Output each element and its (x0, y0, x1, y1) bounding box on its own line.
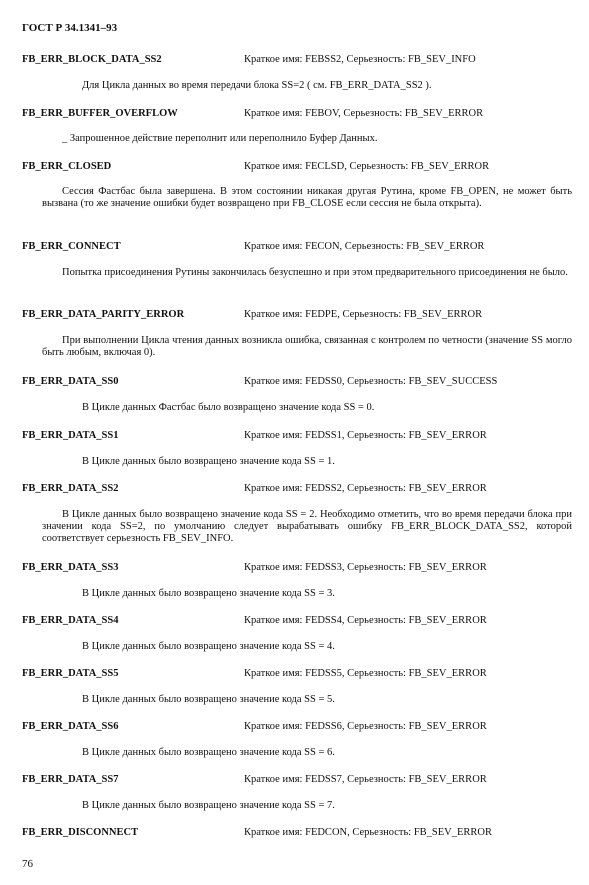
error-code-name: FB_ERR_DATA_SS6 (22, 721, 119, 732)
error-code-name: FB_ERR_CONNECT (22, 241, 121, 252)
error-short-info: Краткое имя: FEDSS3, Серьезность: FB_SEV_ERROR (244, 562, 487, 573)
error-code-name: FB_ERR_DATA_SS1 (22, 430, 119, 441)
document-header: ГОСТ Р 34.1341–93 (22, 22, 118, 34)
error-code-name: FB_ERR_DATA_PARITY_ERROR (22, 309, 185, 320)
error-short-info: Краткое имя: FEDSS4, Серьезность: FB_SEV_ERROR (244, 615, 487, 626)
error-code-name: FB_ERR_BLOCK_DATA_SS2 (22, 54, 162, 65)
error-code-name: FB_ERR_DISCONNECT (22, 827, 139, 838)
error-description: В Цикле данных было возвращено значение кода SS = 3. (82, 588, 335, 599)
error-description: Сессия Фастбас была завершена. В этом состоянии никакая другая Рутина, кроме FB_OPEN, не может быть вызвана (то же значение ошибки будет возвращено при FB_CLOSE если сессия не была открыта). (42, 186, 572, 209)
error-code-name: FB_ERR_DATA_SS2 (22, 483, 119, 494)
error-code-name: FB_ERR_DATA_SS7 (22, 774, 119, 785)
error-description: В Цикле данных было возвращено значение кода SS = 2. Необходимо отметить, что во время передачи блока при значении кода SS=2, по умолчанию следует вырабатывать ошибку FB_ERR_BLOCK_DATA_SS2, которой соответствует серьезность FB_SEV_INFO. (42, 509, 572, 544)
error-description: В Цикле данных было возвращено значение кода SS = 5. (82, 694, 335, 705)
error-short-info: Краткое имя: FEDCON, Серьезность: FB_SEV_ERROR (244, 827, 493, 838)
error-short-info: Краткое имя: FEDSS2, Серьезность: FB_SEV_ERROR (244, 483, 487, 494)
error-short-info: Краткое имя: FECON, Серьезность: FB_SEV_ERROR (244, 241, 485, 252)
error-code-name: FB_ERR_DATA_SS4 (22, 615, 119, 626)
error-short-info: Краткое имя: FECLSD, Серьезность: FB_SEV_ERROR (244, 161, 490, 172)
error-short-info: Краткое имя: FEDSS0, Серьезность: FB_SEV_SUCCESS (244, 376, 498, 387)
error-code-name: FB_ERR_DATA_SS3 (22, 562, 119, 573)
error-short-info: Краткое имя: FEDSS5, Серьезность: FB_SEV_ERROR (244, 668, 487, 679)
error-description: При выполнении Цикла чтения данных возникла ошибка, связанная с контролем по четности (значение SS могло быть любым, включая 0). (42, 335, 572, 358)
error-description: В Цикле данных было возвращено значение кода SS = 1. (82, 456, 335, 467)
error-code-name: FB_ERR_CLOSED (22, 161, 112, 172)
error-description: Попытка присоединения Рутины закончилась безуспешно и при этом предварительного присоединения не было. (62, 267, 568, 278)
error-short-info: Краткое имя: FEBSS2, Серьезность: FB_SEV_INFO (244, 54, 476, 65)
error-description: В Цикле данных было возвращено значение кода SS = 6. (82, 747, 335, 758)
error-description: В Цикле данных Фастбас было возвращено значение кода SS = 0. (82, 402, 375, 413)
error-short-info: Краткое имя: FEDSS6, Серьезность: FB_SEV_ERROR (244, 721, 487, 732)
error-short-info: Краткое имя: FEBOV, Серьезность: FB_SEV_ERROR (244, 108, 484, 119)
error-description: Для Цикла данных во время передачи блока SS=2 ( см. FB_ERR_DATA_SS2 ). (82, 80, 432, 91)
error-code-name: FB_ERR_DATA_SS0 (22, 376, 119, 387)
page-number: 76 (22, 858, 33, 870)
error-short-info: Краткое имя: FEDPE, Серьезность: FB_SEV_ERROR (244, 309, 483, 320)
error-description: В Цикле данных было возвращено значение кода SS = 7. (82, 800, 335, 811)
error-code-name: FB_ERR_DATA_SS5 (22, 668, 119, 679)
error-code-name: FB_ERR_BUFFER_OVERFLOW (22, 108, 178, 119)
error-description: В Цикле данных было возвращено значение кода SS = 4. (82, 641, 335, 652)
error-short-info: Краткое имя: FEDSS1, Серьезность: FB_SEV_ERROR (244, 430, 487, 441)
error-description: _ Запрошенное действие переполнит или переполнило Буфер Данных. (62, 133, 378, 144)
error-short-info: Краткое имя: FEDSS7, Серьезность: FB_SEV_ERROR (244, 774, 487, 785)
